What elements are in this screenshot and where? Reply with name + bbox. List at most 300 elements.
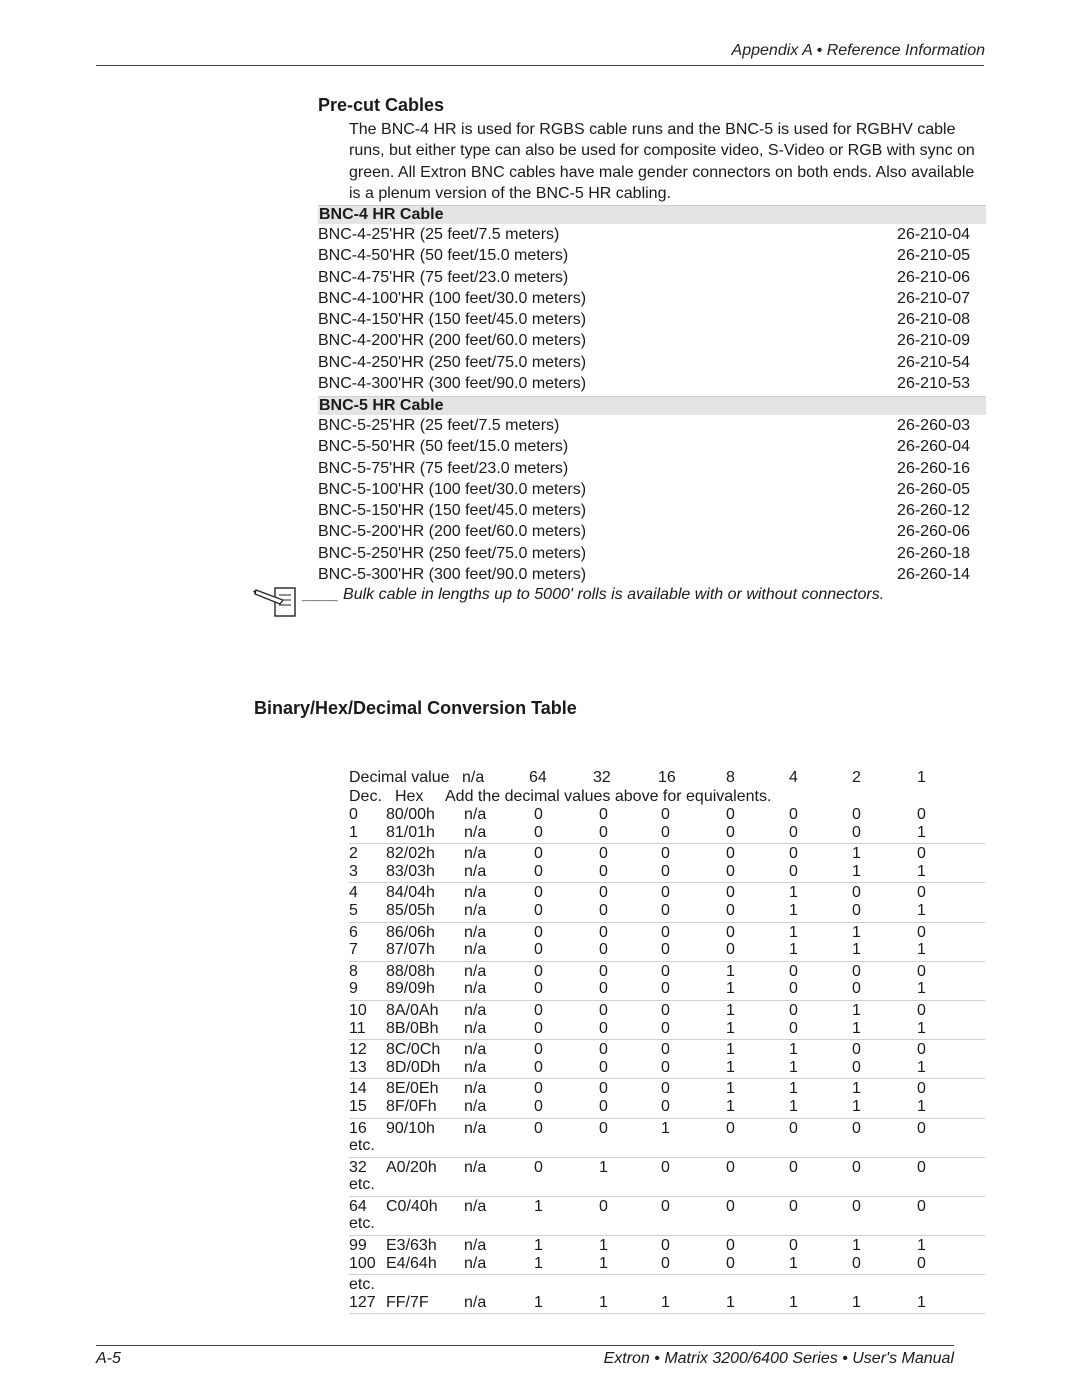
hex-value: 90/10h (386, 1119, 435, 1137)
bit-value: 0 (661, 1041, 670, 1059)
conversion-instruction: Add the decimal values above for equivalents. (445, 788, 772, 805)
bit-value: 0 (852, 962, 861, 980)
bit-weight: 16 (658, 769, 676, 786)
bit-value: 0 (599, 1119, 608, 1137)
bit-value: 1 (726, 1019, 735, 1037)
conversion-title: Binary/Hex/Decimal Conversion Table (254, 698, 577, 718)
cable-description: BNC-5-150'HR (150 feet/45.0 meters) (318, 502, 587, 520)
bit-value: 0 (917, 962, 926, 980)
na-value: n/a (464, 1019, 487, 1037)
decimal-value-label: Decimal value (349, 769, 450, 786)
bit-value: 0 (661, 823, 670, 841)
bit-value: 0 (599, 1097, 608, 1115)
bit-value: 1 (852, 1293, 861, 1311)
bit-value: 1 (726, 962, 735, 980)
manual-title: Extron • Matrix 3200/6400 Series • User's Manual (603, 1350, 954, 1367)
bit-value: 0 (661, 1097, 670, 1115)
hex-value: 82/02h (386, 845, 435, 863)
bit-value: 0 (661, 884, 670, 902)
bit-value: 0 (534, 923, 543, 941)
cable-description: BNC-4-300'HR (300 feet/90.0 meters) (318, 375, 587, 393)
etc-marker: etc. (349, 1137, 375, 1155)
cable-description: BNC-5-25'HR (25 feet/7.5 meters) (318, 417, 560, 434)
conversion-row (349, 863, 985, 881)
precut-intro: The BNC-4 HR is used for RGBS cable runs and the BNC-5 is used for RGBHV cable runs, but either type can also be used for composite video, S-Video or RGB with sync on green. All Extron BNC cables have male gender connectors on both ends. Also available is a plenum version of the BNC-5 HR cabling. (349, 121, 975, 202)
conversion-row-group (349, 1159, 985, 1197)
bit-value: 0 (599, 862, 608, 880)
note (253, 584, 993, 618)
bit-value: 0 (726, 823, 735, 841)
hex-value: 8B/0Bh (386, 1019, 439, 1037)
decimal-value: 5 (349, 901, 358, 919)
bit-value: 1 (852, 1001, 861, 1019)
cable-description: BNC-5-100'HR (100 feet/30.0 meters) (318, 480, 587, 498)
conversion-row (349, 1020, 985, 1038)
bit-value: 0 (852, 806, 861, 823)
bit-value: 0 (661, 1197, 670, 1215)
decimal-value: 0 (349, 806, 358, 823)
bit-value: 1 (789, 1080, 798, 1098)
bit-value: 0 (534, 862, 543, 880)
conversion-row-group (349, 1041, 985, 1079)
bit-value: 0 (789, 1001, 798, 1019)
na-value: n/a (464, 823, 487, 841)
bit-value: 1 (852, 1019, 861, 1037)
na-value: n/a (464, 1041, 487, 1059)
bit-value: 0 (661, 1158, 670, 1176)
bit-value: 0 (726, 1254, 735, 1272)
na-value: n/a (464, 1197, 487, 1215)
hex-value: A0/20h (386, 1158, 437, 1176)
hex-value: 81/01h (386, 823, 435, 841)
bit-value: 0 (534, 901, 543, 919)
bit-value: 1 (917, 941, 926, 959)
bit-value: 0 (852, 1158, 861, 1176)
bit-value: 0 (726, 806, 735, 823)
part-number: 26-210-09 (897, 332, 970, 350)
conversion-row (349, 924, 985, 942)
na-value: n/a (464, 1119, 487, 1137)
hex-value: 84/04h (386, 884, 435, 902)
bit-value: 1 (917, 1019, 926, 1037)
conversion-row (349, 1276, 985, 1294)
bit-value: 1 (917, 1237, 926, 1255)
bnc4-cable-row (318, 245, 986, 266)
bit-value: 0 (917, 1080, 926, 1098)
decimal-value: 127 (349, 1293, 376, 1311)
conversion-row (349, 1059, 985, 1077)
bnc5-cable-row (318, 564, 986, 585)
bit-value: 0 (534, 1001, 543, 1019)
bit-value: 0 (661, 1254, 670, 1272)
bit-value: 1 (534, 1197, 543, 1215)
bit-value: 0 (789, 862, 798, 880)
bit-weight: 4 (789, 769, 798, 786)
hex-value: 85/05h (386, 901, 435, 919)
na-value: n/a (464, 923, 487, 941)
bit-value: 0 (599, 923, 608, 941)
hex-value: C0/40h (386, 1197, 438, 1215)
conversion-row-group (349, 1237, 985, 1275)
conversion-row (349, 1237, 985, 1255)
cable-description: BNC-5-200'HR (200 feet/60.0 meters) (318, 523, 587, 541)
conversion-row (349, 1159, 985, 1177)
bnc4-cable-table (318, 205, 986, 394)
part-number: 26-210-05 (897, 247, 970, 265)
part-number: 26-210-07 (897, 289, 970, 307)
conversion-row (349, 884, 985, 902)
bit-value: 0 (726, 884, 735, 902)
bit-value: 1 (852, 1237, 861, 1255)
conversion-table (349, 768, 985, 1315)
conversion-row (349, 1176, 985, 1194)
bnc4-cable-row (318, 224, 986, 245)
bit-value: 0 (599, 980, 608, 998)
na-value: n/a (464, 941, 487, 959)
conversion-header-row (349, 768, 985, 787)
bit-value: 0 (534, 1041, 543, 1059)
bit-value: 1 (852, 1097, 861, 1115)
conversion-body (349, 806, 985, 1314)
dec-column-label: Dec. (349, 788, 382, 805)
bit-value: 0 (726, 941, 735, 959)
bit-value: 1 (789, 1254, 798, 1272)
part-number: 26-260-03 (897, 417, 970, 434)
precut-title: Pre-cut Cables (318, 95, 445, 115)
bit-value: 1 (726, 1097, 735, 1115)
part-number: 26-210-54 (897, 353, 970, 371)
bit-value: 0 (726, 862, 735, 880)
bit-value: 0 (534, 845, 543, 863)
bit-value: 0 (917, 1254, 926, 1272)
part-number: 26-210-06 (897, 268, 970, 286)
bit-value: 0 (599, 1041, 608, 1059)
bit-value: 1 (789, 1293, 798, 1311)
conversion-row (349, 1002, 985, 1020)
bit-value: 0 (852, 901, 861, 919)
bnc5-heading: BNC-5 HR Cable (318, 396, 986, 415)
bit-value: 1 (789, 1097, 798, 1115)
bit-value: 1 (789, 1058, 798, 1076)
bit-value: 0 (599, 1058, 608, 1076)
conversion-row (349, 824, 985, 842)
hex-value: 86/06h (386, 923, 435, 941)
bit-value: 1 (661, 1293, 670, 1311)
cable-description: BNC-4-200'HR (200 feet/60.0 meters) (318, 332, 587, 350)
conversion-row (349, 1255, 985, 1273)
conversion-row (349, 1120, 985, 1138)
bit-value: 1 (789, 901, 798, 919)
conversion-row-group (349, 1080, 985, 1118)
part-number: 26-210-53 (897, 375, 970, 393)
conversion-row-group (349, 1276, 985, 1314)
bnc5-cable-row (318, 500, 986, 521)
bit-value: 1 (534, 1237, 543, 1255)
part-number: 26-260-14 (897, 566, 970, 584)
part-number: 26-260-05 (897, 480, 970, 498)
conversion-row (349, 1294, 985, 1312)
bnc5-cable-row (318, 415, 986, 436)
hex-value: 89/09h (386, 980, 435, 998)
conversion-row (349, 902, 985, 920)
bit-value: 1 (917, 901, 926, 919)
bit-weight: 2 (852, 769, 861, 786)
decimal-value: 8 (349, 962, 358, 980)
bit-value: 0 (534, 980, 543, 998)
bit-value: 0 (726, 1158, 735, 1176)
na-value: n/a (464, 1001, 487, 1019)
na-value: n/a (464, 980, 487, 998)
cable-description: BNC-4-150'HR (150 feet/45.0 meters) (318, 311, 587, 329)
bit-value: 0 (789, 1019, 798, 1037)
bit-value: 0 (917, 1001, 926, 1019)
bit-value: 0 (917, 884, 926, 902)
conversion-row-group (349, 884, 985, 922)
bit-value: 0 (852, 1254, 861, 1272)
etc-marker: etc. (349, 1276, 375, 1294)
conversion-row (349, 1098, 985, 1116)
bit-value: 1 (917, 1097, 926, 1115)
decimal-value: 15 (349, 1097, 367, 1115)
bit-value: 0 (852, 980, 861, 998)
bnc5-cable-row (318, 458, 986, 479)
bit-value: 1 (789, 1041, 798, 1059)
na-value: n/a (464, 1254, 487, 1272)
bit-value: 0 (599, 845, 608, 863)
part-number: 26-210-08 (897, 311, 970, 329)
bit-value: 0 (661, 980, 670, 998)
bit-value: 0 (661, 862, 670, 880)
decimal-value: 4 (349, 884, 358, 902)
bit-value: 0 (661, 845, 670, 863)
bit-value: 0 (789, 980, 798, 998)
bnc4-cable-row (318, 288, 986, 309)
conversion-row (349, 963, 985, 981)
bnc4-cable-row (318, 352, 986, 373)
bit-value: 1 (726, 1058, 735, 1076)
part-number: 26-260-18 (897, 544, 970, 562)
bit-value: 0 (599, 823, 608, 841)
conversion-subheader-row (349, 787, 985, 806)
conversion-row-group (349, 1198, 985, 1236)
bit-value: 0 (917, 1119, 926, 1137)
decimal-value: 99 (349, 1237, 367, 1255)
bit-value: 0 (726, 923, 735, 941)
hex-value: 80/00h (386, 806, 435, 823)
bit-value: 0 (789, 1197, 798, 1215)
decimal-value: 2 (349, 845, 358, 863)
hex-value: 87/07h (386, 941, 435, 959)
bit-weight: 1 (917, 769, 926, 786)
bit-value: 1 (917, 980, 926, 998)
bit-value: 0 (917, 923, 926, 941)
bit-value: 1 (599, 1237, 608, 1255)
bit-value: 1 (789, 923, 798, 941)
decimal-value: 9 (349, 980, 358, 998)
decimal-value: 100 (349, 1254, 376, 1272)
part-number: 26-260-12 (897, 502, 970, 520)
bnc5-cable-table (318, 396, 986, 585)
bit-value: 0 (852, 1058, 861, 1076)
bit-value: 1 (917, 823, 926, 841)
bit-value: 0 (534, 1097, 543, 1115)
na-value: n/a (464, 1080, 487, 1098)
bit-value: 1 (599, 1293, 608, 1311)
bit-value: 0 (599, 1001, 608, 1019)
decimal-value: 64 (349, 1197, 367, 1215)
bit-value: 0 (726, 901, 735, 919)
conversion-row-group (349, 845, 985, 883)
bit-value: 0 (661, 1237, 670, 1255)
bit-value: 0 (534, 1019, 543, 1037)
bit-value: 0 (852, 1197, 861, 1215)
part-number: 26-210-04 (897, 226, 970, 243)
bit-value: 0 (599, 1080, 608, 1098)
cable-description: BNC-4-75'HR (75 feet/23.0 meters) (318, 268, 569, 286)
cable-description: BNC-5-300'HR (300 feet/90.0 meters) (318, 566, 587, 584)
bit-value: 0 (917, 1197, 926, 1215)
bit-value: 0 (917, 1158, 926, 1176)
conversion-row-group (349, 1002, 985, 1040)
decimal-value: 11 (349, 1019, 366, 1037)
conversion-row (349, 1080, 985, 1098)
bit-value: 0 (534, 1158, 543, 1176)
bnc4-cable-row (318, 309, 986, 330)
bit-value: 0 (534, 806, 543, 823)
bit-value: 0 (789, 823, 798, 841)
conversion-row-group (349, 963, 985, 1001)
bit-value: 0 (726, 845, 735, 863)
header-rule (96, 65, 984, 66)
bit-value: 0 (599, 1019, 608, 1037)
na-value: n/a (464, 1237, 487, 1255)
bit-value: 1 (726, 1293, 735, 1311)
bit-value: 0 (534, 1080, 543, 1098)
bit-value: 0 (534, 1058, 543, 1076)
decimal-value: 6 (349, 923, 358, 941)
bit-value: 1 (917, 1293, 926, 1311)
cable-description: BNC-5-250'HR (250 feet/75.0 meters) (318, 544, 587, 562)
bit-value: 0 (852, 884, 861, 902)
decimal-value: 13 (349, 1058, 367, 1076)
hex-value: E3/63h (386, 1237, 437, 1255)
bit-value: 0 (789, 962, 798, 980)
bit-value: 1 (852, 1080, 861, 1098)
decimal-value: 10 (349, 1001, 367, 1019)
conversion-row-group (349, 806, 985, 844)
hex-value: E4/64h (386, 1254, 437, 1272)
na-value: n/a (464, 884, 487, 902)
bit-value: 1 (726, 1080, 735, 1098)
na-value: n/a (464, 862, 487, 880)
bit-value: 1 (917, 1058, 926, 1076)
decimal-value: 14 (349, 1080, 367, 1098)
bnc4-heading: BNC-4 HR Cable (318, 205, 986, 224)
bit-value: 1 (599, 1158, 608, 1176)
bit-value: 0 (661, 1019, 670, 1037)
bit-value: 1 (852, 941, 861, 959)
bit-value: 1 (534, 1293, 543, 1311)
hex-value: 8A/0Ah (386, 1001, 439, 1019)
bit-weight: 32 (593, 769, 611, 786)
part-number: 26-260-16 (897, 459, 970, 477)
decimal-value: 16 (349, 1119, 367, 1137)
bit-value: 0 (599, 1197, 608, 1215)
bnc4-cable-row (318, 330, 986, 351)
etc-marker: etc. (349, 1215, 375, 1233)
bit-value: 0 (726, 1197, 735, 1215)
bit-value: 0 (661, 923, 670, 941)
na-value: n/a (464, 1058, 487, 1076)
bnc4-cable-row (318, 267, 986, 288)
bit-value: 1 (599, 1254, 608, 1272)
cable-description: BNC-5-75'HR (75 feet/23.0 meters) (318, 459, 569, 477)
bit-value: 0 (599, 884, 608, 902)
bit-value: 0 (726, 1237, 735, 1255)
note-text: ____ Bulk cable in lengths up to 5000' rolls is available with or without connectors. (303, 586, 885, 603)
bit-value: 1 (726, 980, 735, 998)
bit-value: 1 (852, 923, 861, 941)
bit-value: 0 (534, 884, 543, 902)
conversion-row (349, 806, 985, 824)
bnc5-cable-row (318, 479, 986, 500)
bit-value: 0 (661, 1058, 670, 1076)
bnc5-cable-row (318, 521, 986, 542)
bit-value: 1 (917, 862, 926, 880)
cable-description: BNC-4-50'HR (50 feet/15.0 meters) (318, 247, 569, 265)
bit-value: 0 (852, 823, 861, 841)
decimal-value: 3 (349, 862, 358, 880)
bit-value: 0 (599, 941, 608, 959)
page-number: A-5 (96, 1350, 121, 1367)
bit-value: 0 (661, 806, 670, 823)
bit-value: 0 (661, 901, 670, 919)
bit-value: 0 (789, 1119, 798, 1137)
bit-value: 0 (917, 806, 926, 823)
bit-value: 0 (852, 1041, 861, 1059)
bit-value: 0 (599, 962, 608, 980)
bit-value: 1 (852, 845, 861, 863)
bit-value: 0 (661, 1001, 670, 1019)
cable-description: BNC-4-100'HR (100 feet/30.0 meters) (318, 289, 587, 307)
bit-weight: 8 (726, 769, 735, 786)
hex-column-label: Hex (395, 788, 424, 805)
cable-description: BNC-4-250'HR (250 feet/75.0 meters) (318, 353, 587, 371)
conversion-row (349, 980, 985, 998)
hex-value: 88/08h (386, 962, 435, 980)
conversion-row-group (349, 924, 985, 962)
conversion-row (349, 845, 985, 863)
bit-value: 0 (789, 806, 798, 823)
na-value: n/a (464, 845, 487, 863)
hex-value: 8F/0Fh (386, 1097, 437, 1115)
conversion-row (349, 1198, 985, 1216)
bit-value: 0 (789, 1237, 798, 1255)
conversion-row (349, 1137, 985, 1155)
bit-value: 0 (917, 1041, 926, 1059)
conversion-row-group (349, 1120, 985, 1158)
na-value: n/a (464, 1097, 487, 1115)
bit-value: 0 (534, 962, 543, 980)
na-value: n/a (464, 806, 487, 823)
part-number: 26-260-04 (897, 438, 970, 456)
bit-value: 0 (534, 1119, 543, 1137)
bit-value: 1 (726, 1001, 735, 1019)
hex-value: FF/7F (386, 1293, 429, 1311)
bnc4-cable-row (318, 373, 986, 394)
bit-value: 0 (789, 1158, 798, 1176)
bit-value: 0 (661, 941, 670, 959)
